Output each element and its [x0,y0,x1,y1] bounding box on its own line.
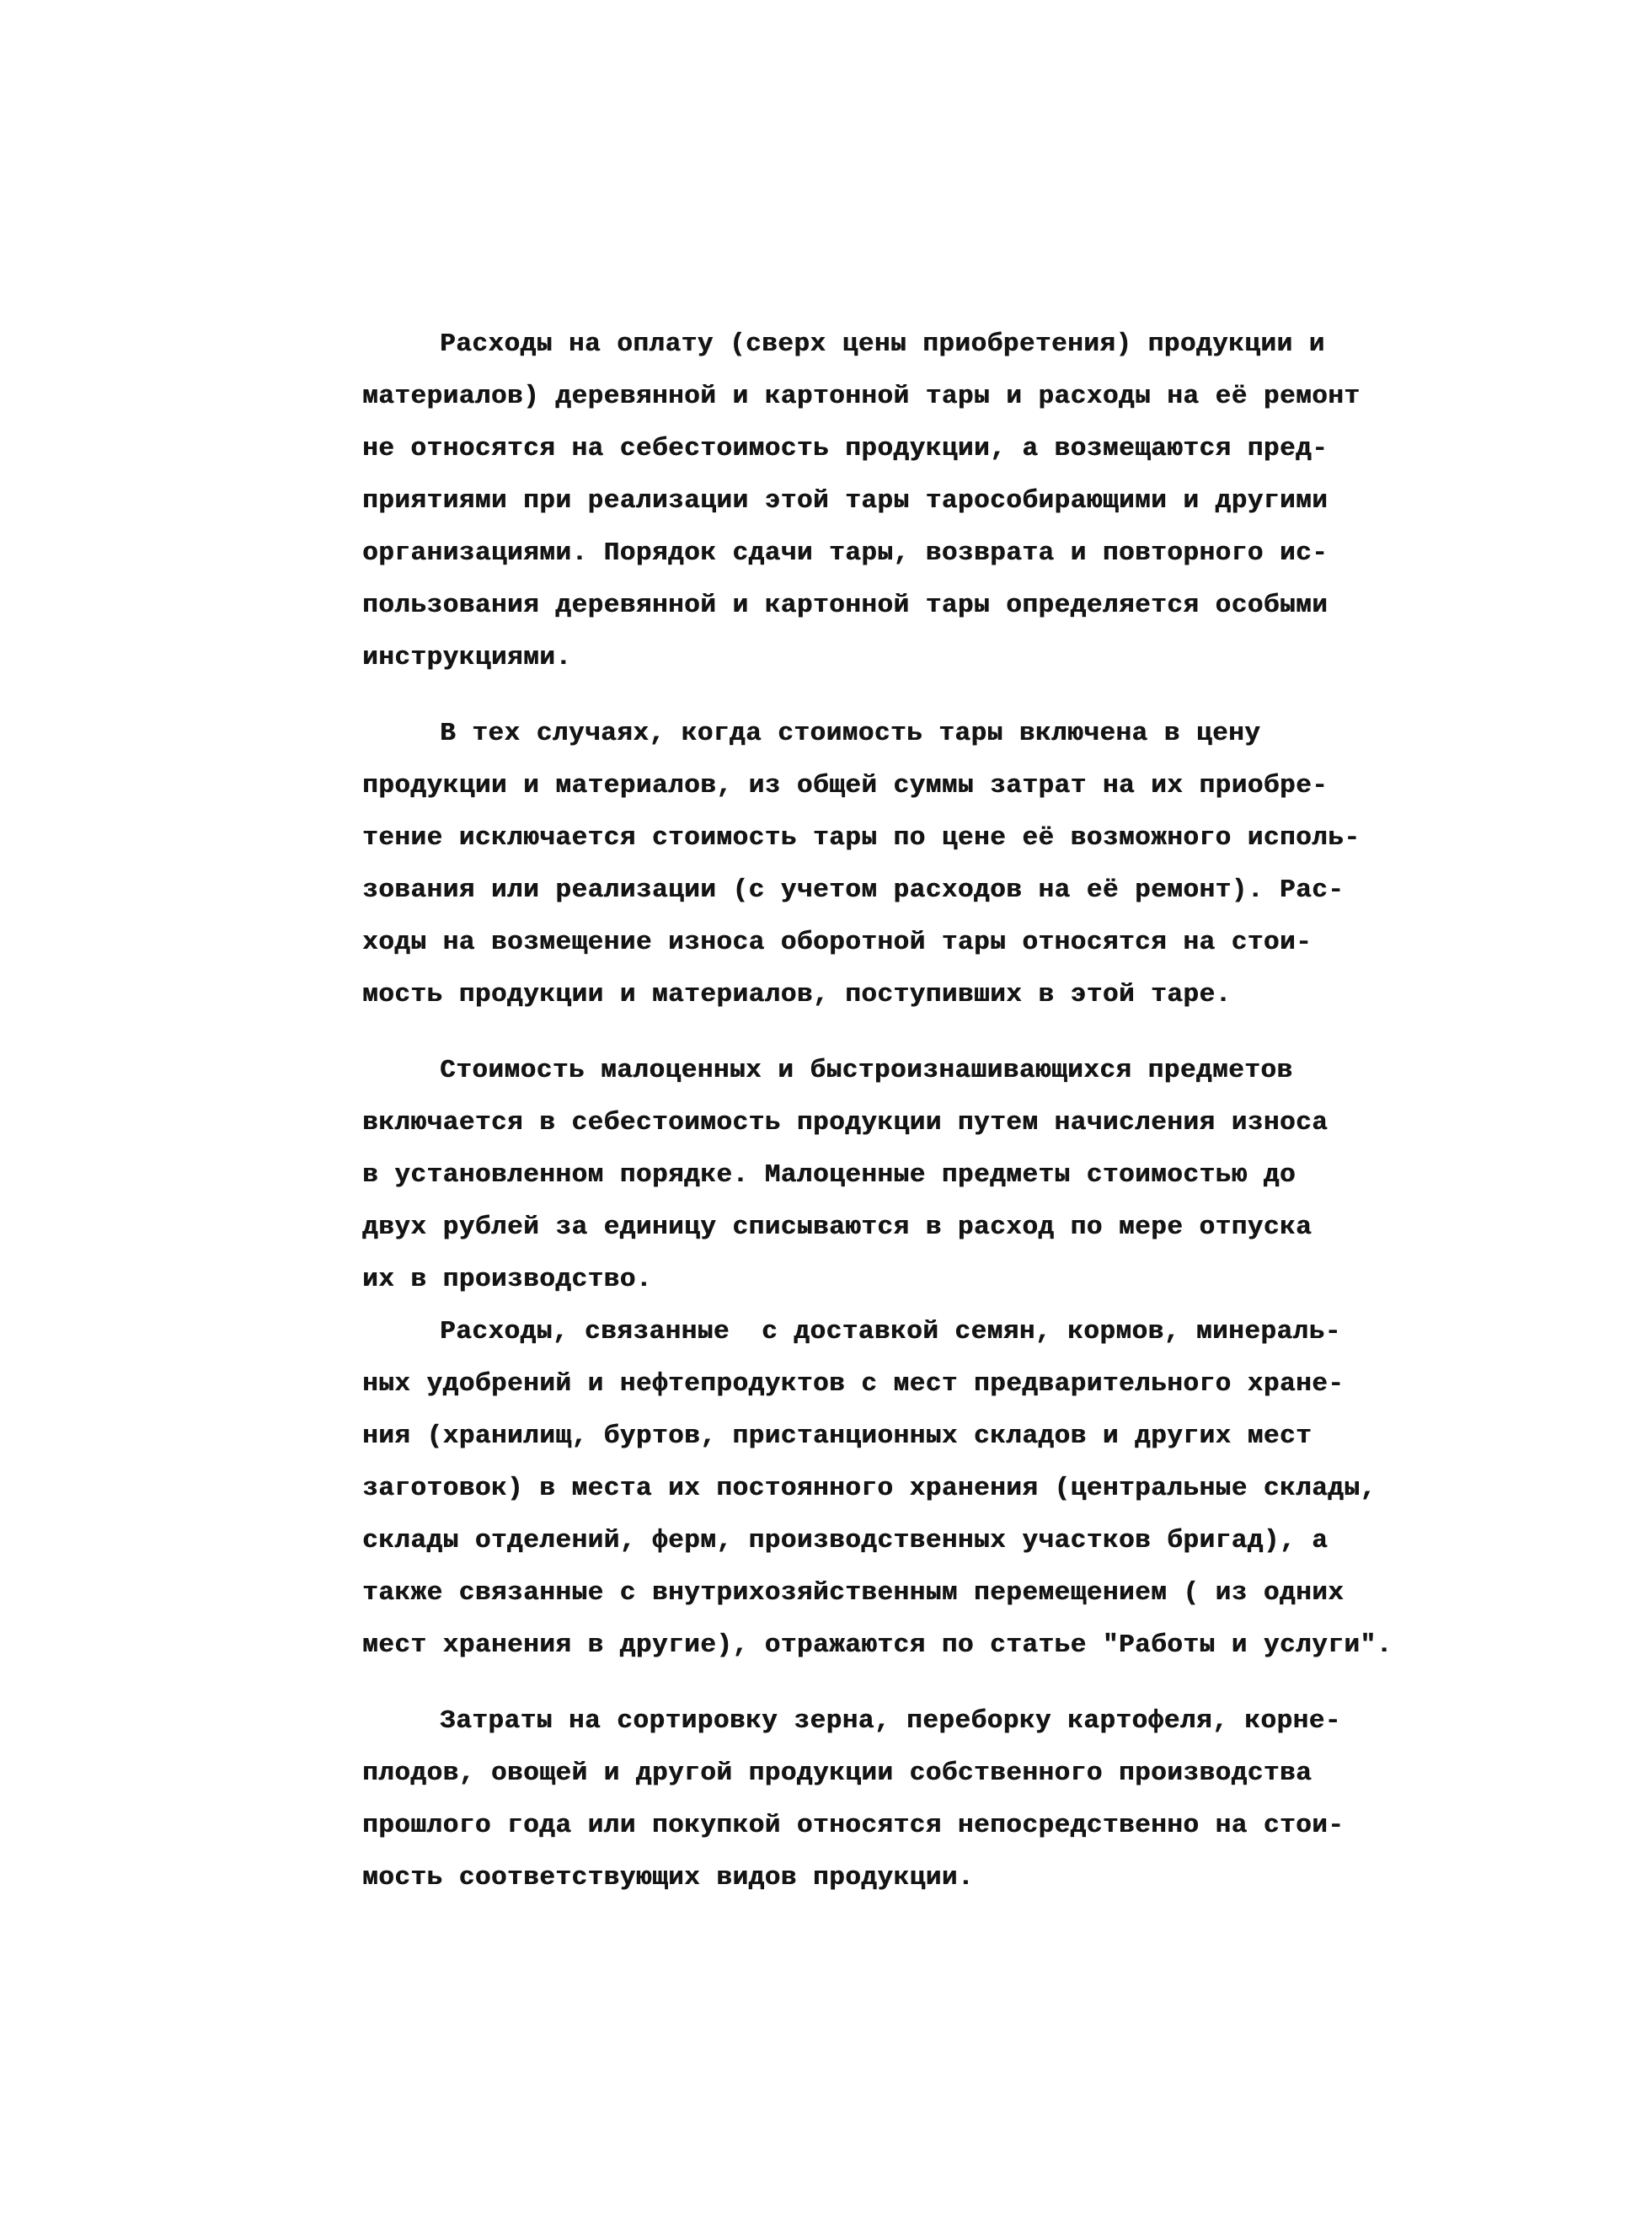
text-line: зования или реализации (с учетом расходов на её ремонт). Рас- [362,875,1345,905]
paragraph-3 [362,1045,1373,1306]
text-line: мость продукции и материалов, поступивших в этой таре. [362,980,1232,1009]
paragraph-spacer [362,1672,1373,1695]
paragraph-spacer [362,1021,1373,1045]
text-line: В тех случаях, когда стоимость тары включена в цену [440,719,1261,748]
text-line: двух рублей за единицу списываются в расход по мере отпуска [362,1213,1313,1242]
text-line: приятиями при реализации этой тары тарособирающими и другими [362,486,1329,516]
text-line: склады отделений, ферм, производственных участков бригад), а [362,1526,1329,1555]
text-line: Стоимость малоценных и быстроизнашивающихся предметов [440,1056,1293,1085]
text-line: инструкциями. [362,643,572,672]
text-line: заготовок) в места их постоянного хранения (центральные склады, [362,1474,1377,1503]
text-line: в установленном порядке. Малоценные предметы стоимостью до [362,1160,1296,1190]
text-line: пользования деревянной и картонной тары определяется особыми [362,591,1329,620]
text-line: Расходы на оплату (сверх цены приобретения) продукции и [440,329,1325,359]
text-line: продукции и материалов, из общей суммы затрат на их приобре- [362,771,1329,800]
text-line: мест хранения в другие), отражаются по статье "Работы и услуги". [362,1630,1393,1660]
text-line: тение исключается стоимость тары по цене её возможного исполь- [362,823,1361,853]
text-line: ния (хранилищ, буртов, пристанционных складов и других мест [362,1421,1313,1451]
text-line: также связанные с внутрихозяйственным перемещением ( из одних [362,1578,1345,1608]
text-line: не относятся на себестоимость продукции, а возмещаются пред- [362,434,1329,463]
text-line: мость соответствующих видов продукции. [362,1863,974,1892]
text-line: Затраты на сортировку зерна, переборку картофеля, корне- [440,1706,1341,1736]
paragraph-5 [362,1695,1373,1904]
paragraph-4 [362,1306,1393,1672]
paragraph-spacer [362,684,1373,708]
text-line: включается в себестоимость продукции путем начисления износа [362,1108,1329,1138]
text-line: материалов) деревянной и картонной тары и расходы на её ремонт [362,382,1361,411]
text-line: их в производство. [362,1265,652,1294]
paragraph-2 [362,708,1373,1021]
paragraph-1 [362,319,1373,684]
text-line: плодов, овощей и другой продукции собственного производства [362,1759,1313,1788]
text-line: ных удобрений и нефтепродуктов с мест предварительного хране- [362,1369,1345,1399]
text-line: организациями. Порядок сдачи тары, возврата и повторного ис- [362,538,1329,568]
text-line: прошлого года или покупкой относятся непосредственно на стои- [362,1811,1345,1840]
text-line: ходы на возмещение износа оборотной тары относятся на стои- [362,928,1313,957]
text-line: Расходы, связанные с доставкой семян, кормов, минераль- [440,1317,1341,1346]
document-body [362,319,1393,1904]
